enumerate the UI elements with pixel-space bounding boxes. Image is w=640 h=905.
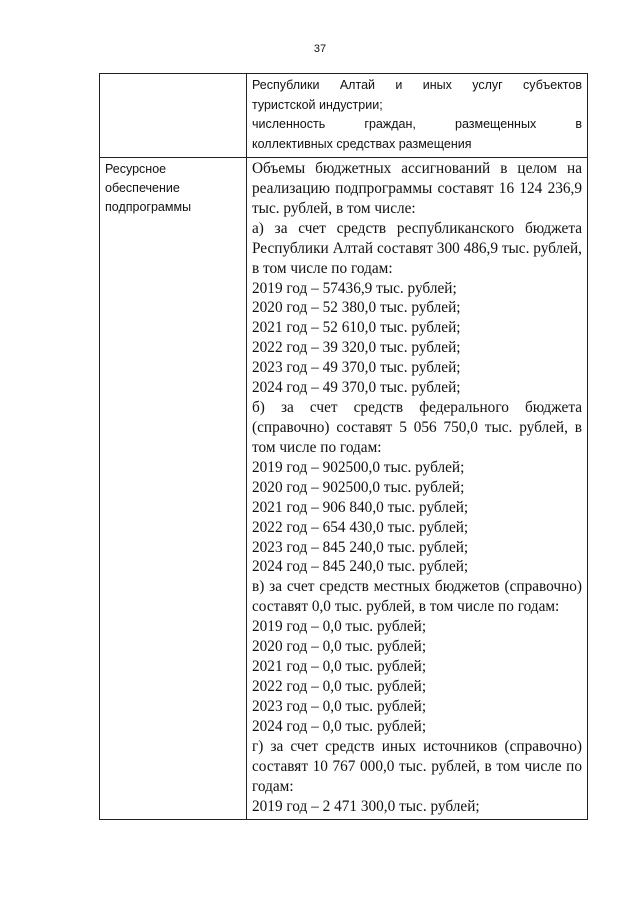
year-amount-line: 2021 год – 906 840,0 тыс. рублей; [252,498,469,516]
year-amount-line: 2023 год – 845 240,0 тыс. рублей; [252,538,469,556]
indicators-text [247,74,587,157]
year-amount-line: 2023 год – 0,0 тыс. рублей; [252,697,427,715]
year-amount-line: 2019 год – 57436,9 тыс. рублей; [252,279,457,297]
row2-right-cell [247,158,588,820]
paragraph-line: составят 10 767 000,0 тыс. рублей, в том числе по [252,757,582,775]
paragraph-line: в том числе по годам: [252,259,393,277]
row1-right-cell [247,74,588,158]
year-amount-line: 2024 год – 49 370,0 тыс. рублей; [252,379,461,397]
paragraph-line: а) за счет средств республиканского бюджета [252,219,582,237]
year-amount-line: 2021 год – 0,0 тыс. рублей; [252,658,427,676]
paragraph-line: составят 0,0 тыс. рублей, в том числе по годам: [252,598,560,616]
indicator-line: коллективных средствах размещения [252,136,472,151]
year-amount-line: 2022 год – 0,0 тыс. рублей; [252,677,427,695]
paragraph-line: г) за счет средств иных источников (справочно) [252,737,582,755]
funding-paragraph [252,219,582,279]
paragraph-line: Объемы бюджетных ассигнований в целом на [252,160,582,177]
paragraph-line: годам: [252,777,294,795]
paragraph-line: Республики Алтай составят 300 486,9 тыс. рублей, [252,239,582,257]
year-amount-line: 2020 год – 0,0 тыс. рублей; [252,638,427,656]
budget-allocation-text [247,158,587,819]
row1-left-cell [100,74,247,158]
resources-label [100,158,246,220]
table-row-indicators [100,74,588,158]
year-amount-line: 2019 год – 902500,0 тыс. рублей; [252,458,465,476]
indicator-line: численность граждан, размещенных в [252,117,582,131]
paragraph-line: том числе по годам: [252,438,382,456]
paragraph-line: тыс. рублей, в том числе: [252,199,416,217]
resources-label-line: подпрограммы [105,200,192,214]
funding-paragraph [252,159,582,219]
funding-paragraph [252,577,582,617]
paragraph-line: реализацию подпрограммы составят 16 124 236,9 [252,179,582,197]
funding-paragraph [252,737,582,797]
paragraph-line: (справочно) составят 5 056 750,0 тыс. рублей, в [252,418,582,436]
year-amount-line: 2023 год – 49 370,0 тыс. рублей; [252,359,461,377]
paragraph-line: б) за счет средств федерального бюджета [252,399,582,417]
resources-label-line: Ресурсное [105,162,167,176]
year-amount-line: 2020 год – 902500,0 тыс. рублей; [252,478,465,496]
year-amount-line: 2022 год – 39 320,0 тыс. рублей; [252,339,461,357]
row2-left-cell [100,158,247,820]
year-amount-line: 2019 год – 2 471 300,0 тыс. рублей; [252,797,480,815]
program-passport-table [99,73,588,820]
year-amount-line: 2021 год – 52 610,0 тыс. рублей; [252,319,461,337]
page-number: 37 [313,43,327,55]
year-amount-line: 2022 год – 654 430,0 тыс. рублей; [252,518,469,536]
indicator-line: Республики Алтай и иных услуг субъектов [252,78,582,92]
year-amount-line: 2024 год – 845 240,0 тыс. рублей; [252,558,469,576]
year-amount-line: 2020 год – 52 380,0 тыс. рублей; [252,299,461,317]
paragraph-line: в) за счет средств местных бюджетов (справочно) [252,578,582,596]
resources-label-line: обеспечение [105,181,180,195]
year-amount-line: 2024 год – 0,0 тыс. рублей; [252,717,427,735]
row1-left-text [100,74,246,79]
table-row-resources [100,158,588,820]
funding-paragraph [252,398,582,458]
year-amount-line: 2019 год – 0,0 тыс. рублей; [252,618,427,636]
indicator-line: туристской индустрии; [252,97,383,112]
